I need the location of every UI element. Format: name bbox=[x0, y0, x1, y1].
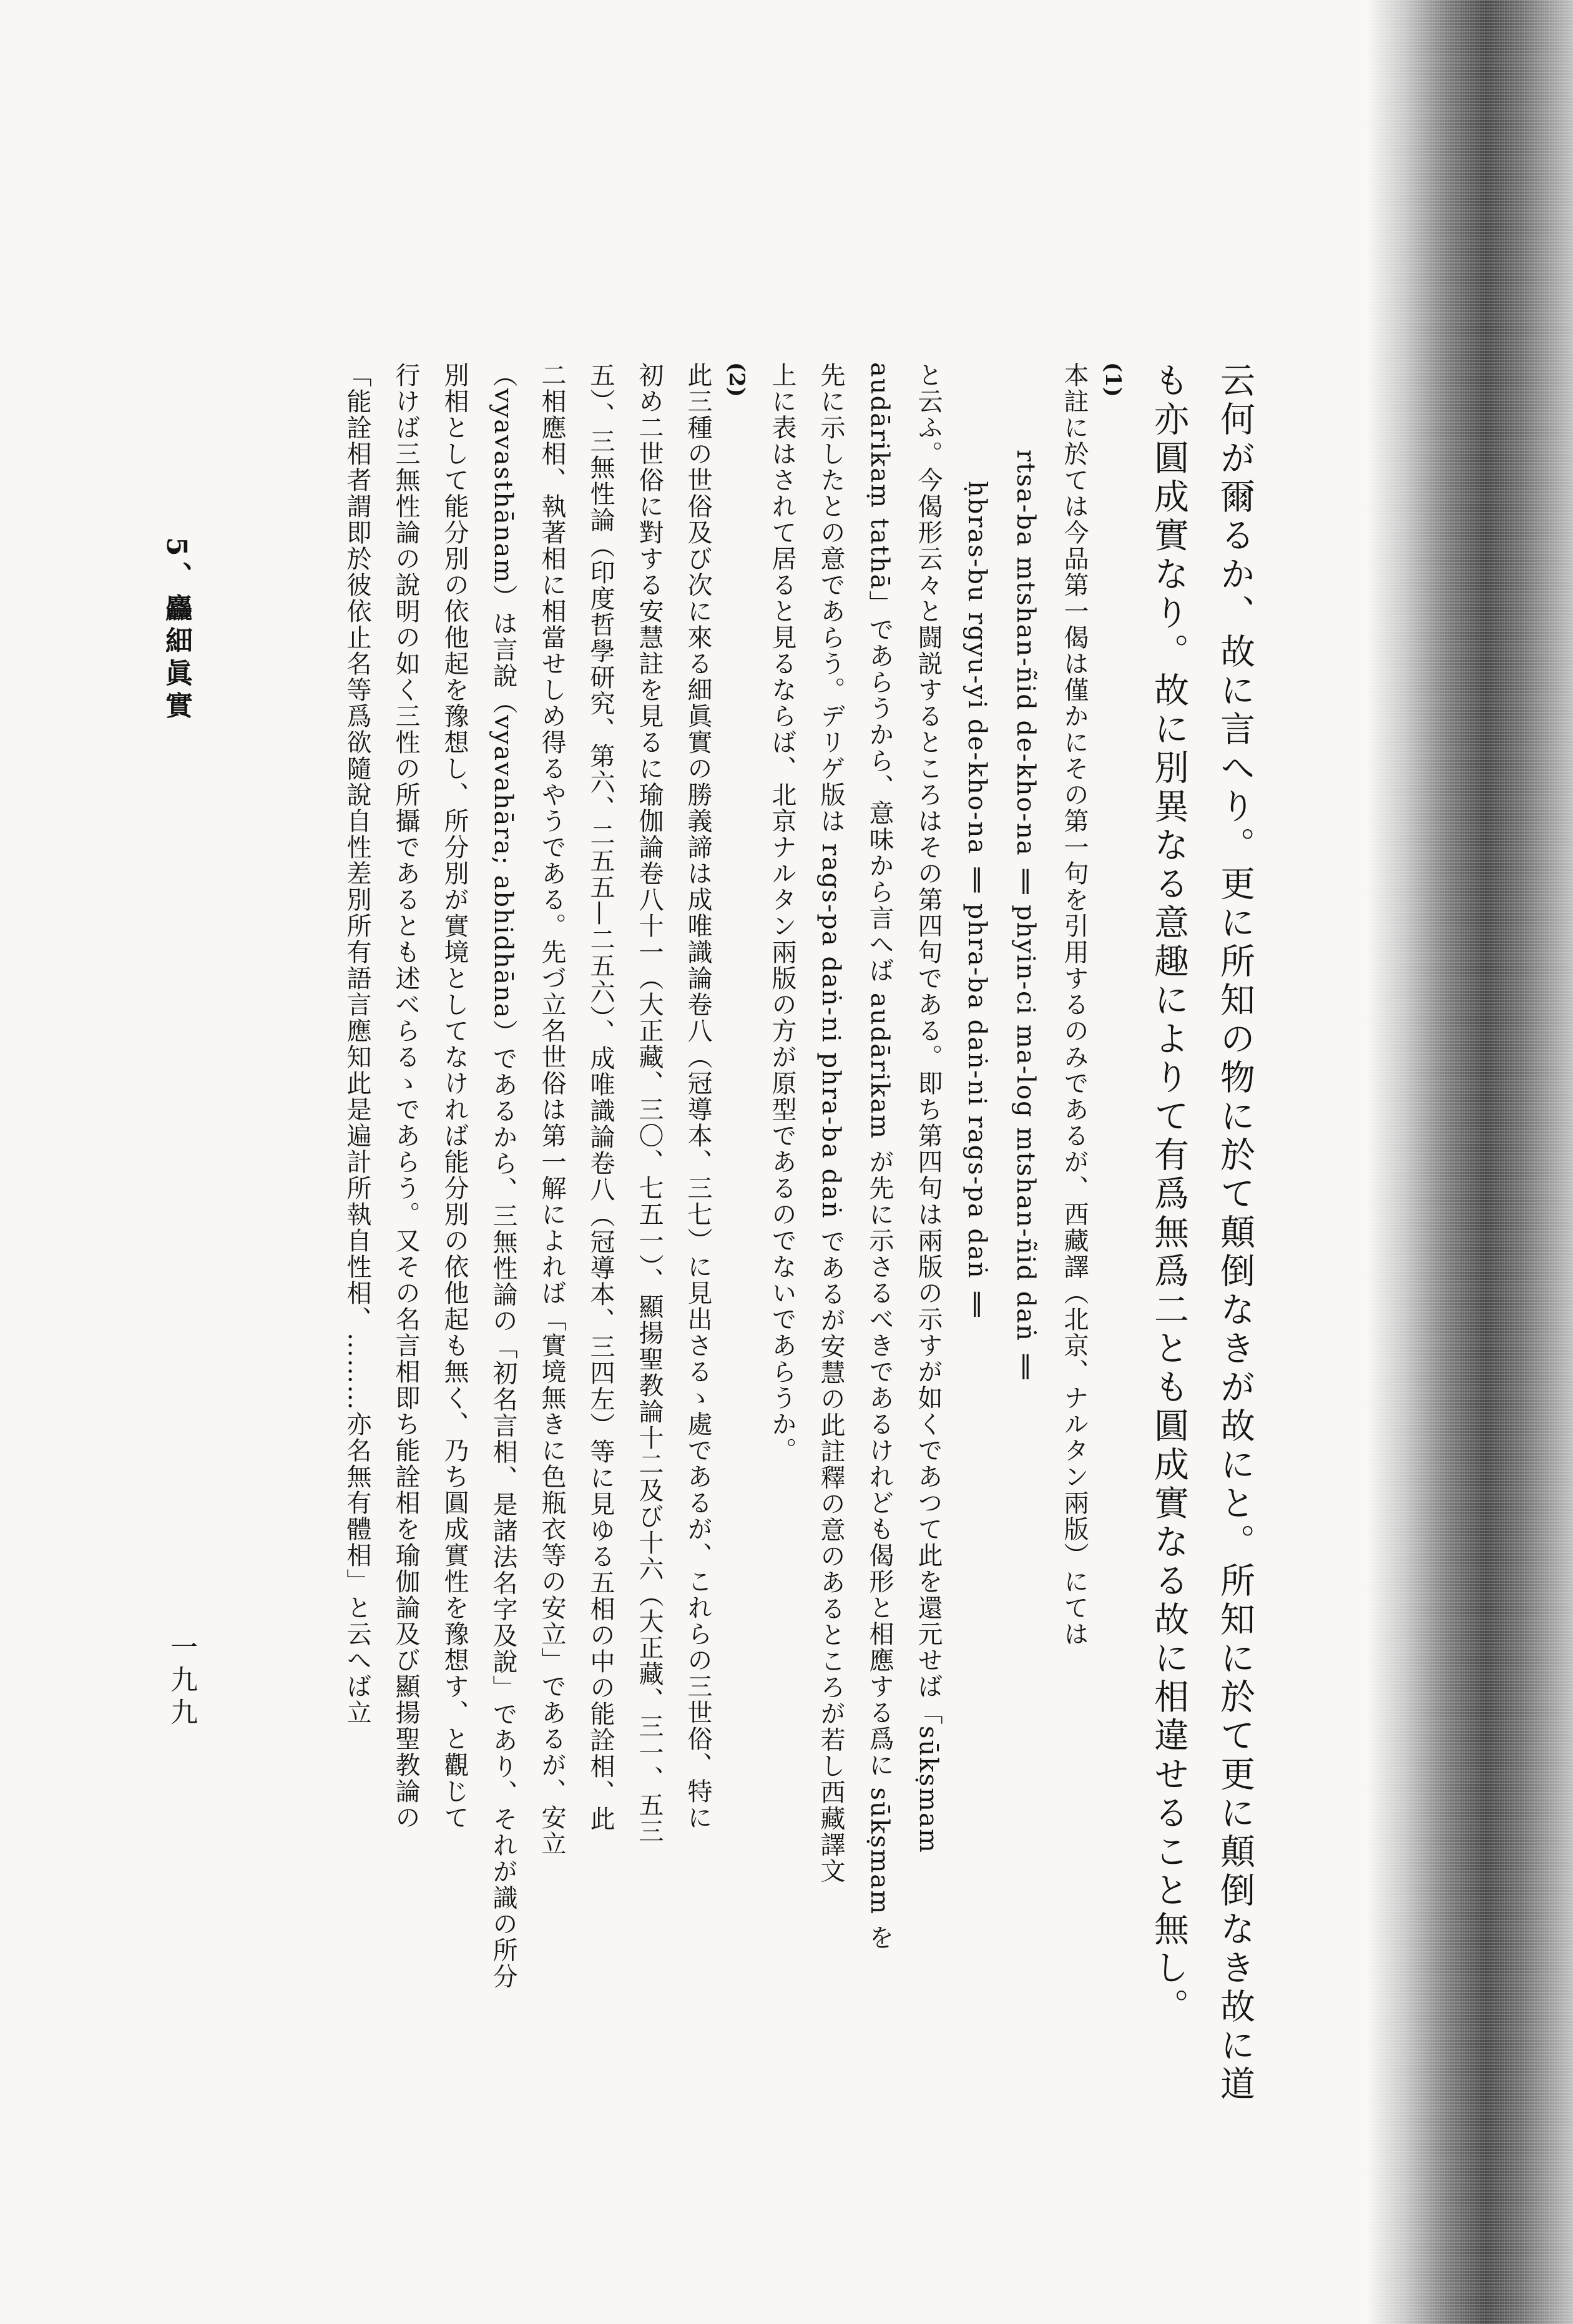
main-text-line: 云何が爾るか、故に言へり。更に所知の物に於て顛倒なきが故にと。所知に於て更に顛倒なき故に道 bbox=[1215, 362, 1255, 2104]
footnote-line: 五）、三無性論（印度哲學研究、第六、二五五—二五六）、成唯識論卷八（冠導本、三四左）等に見ゆる五相の中の能詮相、此 bbox=[586, 362, 615, 1832]
footnote-tibetan-line: rtsa-ba mtshan-ñid de-kho-na ‖ phyin-ci ma-log mtshan-ñid daṅ ‖ bbox=[1011, 450, 1040, 1381]
main-text-line: も亦圓成實なり。故に別異なる意趣によりて有爲無爲二とも圓成實なる故に相違せること無し。 bbox=[1149, 362, 1189, 2027]
footnote-line: 上に表はされて居ると見るならば、北京ナルタン兩版の方が原型であるのでないであらうか。 bbox=[768, 362, 796, 1464]
book-gutter-shadow bbox=[1367, 0, 1573, 2324]
footnote-line: 二相應相、執著相に相當せしめ得るやうである。先づ立名世俗は第一解によれば「實境無きに色瓶衣等の安立」であるが、安立 bbox=[537, 362, 566, 1857]
footnote-line: 初め二世俗に對する安慧註を見るに瑜伽論卷八十一（大正藏、三〇、七五一）、顯揚聖教論十二及び十六（大正藏、三一、五三 bbox=[635, 362, 664, 1844]
footnote-line: と云ふ。今偈形云々と闘説するところはその第四句である。即ち第四句は兩版の示すが如くであつて此を還元せば「sūkṣmam bbox=[914, 362, 943, 1854]
footnote-marker: (1) bbox=[1100, 362, 1125, 397]
vertical-text-body bbox=[327, 362, 1261, 2110]
footnote-line: 「能詮相者謂即於彼依止名等爲欲隨說自性差別所有語言應知此是遍計所執自性相、………亦名無有體相」と云へば立 bbox=[343, 362, 371, 1726]
footnote-line: 此三種の世俗及び次に來る細眞實の勝義諦は成唯識論卷八（冠導本、三七）に見出さるゝ處であるが、これらの三世俗、特に bbox=[684, 362, 712, 1831]
footnote-line: 行けば三無性論の說明の如く三性の所攝であるとも述べらるゝであらう。又その名言相即ち能詮相を瑜伽論及び顯揚聖教論の bbox=[391, 362, 420, 1831]
running-header: 5、麤細眞實 bbox=[160, 537, 192, 724]
footnote-marker: (2) bbox=[724, 362, 749, 397]
page-number: 一九九 bbox=[165, 1633, 197, 1730]
footnote-line: 先に示したとの意であらう。デリゲ版は rags-pa daṅ-ni phra-ba daṅ であるが安慧の此註釋の意のあるところが若し西藏譯文 bbox=[816, 362, 845, 1884]
footnote-tibetan-line: ḥbras-bu rgyu-yi de-kho-na ‖ phra-ba daṅ-ni rags-pa daṅ ‖ bbox=[963, 481, 991, 1319]
footnote-line: audārikaṃ tathā」であらうから、意味から言へば audārikam が先に示さるべきであるけれども偈形と相應する爲に sūkṣmam を bbox=[865, 362, 894, 1951]
footnote-line: 本註に於ては今品第一偈は僅かにその第一句を引用するのみであるが、西藏譯（北京、ナルタン兩版）にては bbox=[1060, 362, 1089, 1647]
footnote-line: （vyavasthānam）は言說（vyavahāra; abhidhāna）であるから、三無性論の「初名言相、是諸法名字及說」であり、それが識の所分 bbox=[489, 362, 517, 1990]
footnote-line: 別相として能分別の依他起を豫想し、所分別が實境としてなければ能分別の依他起も無く、乃ち圓成實性を豫想す、と觀じて bbox=[440, 362, 469, 1831]
